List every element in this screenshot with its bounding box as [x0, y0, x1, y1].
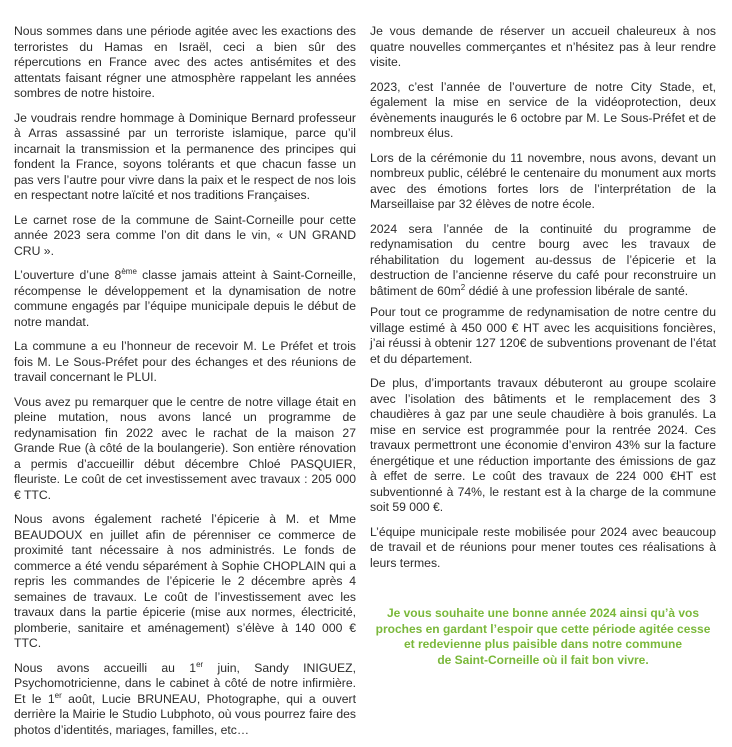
superscript: ème	[121, 266, 137, 276]
paragraph-prefect: La commune a eu l’honneur de recevoir M. Le Préfet et trois fois M. Le Sous-Préfet pour des échanges et des réunions de travail concernant le PLUI.	[14, 339, 356, 384]
paragraph-2024	[370, 222, 716, 300]
closing-line: et redevienne plus paisible dans notre commune	[403, 637, 683, 651]
text-segment: classe jamais atteint à Saint-Corneille, récompense le développement et la dynamisation de notre commune engagés par l’équipe municipale depuis le début de notre mandat.	[14, 268, 356, 329]
paragraph-welcome: Je vous demande de réserver un accueil chaleureux à nos quatre nouvelles commerçantes et n’hésitez pas à leur rendre visite.	[370, 24, 716, 69]
closing-line: proches en gardant l’espoir que cette période agitée cesse	[375, 621, 711, 636]
superscript: er	[196, 659, 204, 669]
paragraph-funding: Pour tout ce programme de redynamisation de notre centre du village estimé à 450 000 € HT avec les acquisitions foncières, j’ai réussi à obtenir 127 120€ de subventions provenant de l’état et du département.	[370, 305, 716, 366]
paragraph-city-stade: 2023, c’est l’année de l’ouverture de notre City Stade, et, également la mise en service de la vidéoprotection, deux évènements inaugurés le 6 octobre par M. Le Sous-Préfet et de nombreux élus.	[370, 79, 716, 140]
paragraph-births: Le carnet rose de la commune de Saint-Corneille pour cette année 2023 sera comme l’on dit dans le vin, « UN GRAND CRU ».	[14, 212, 356, 258]
paragraph-hamas: Nous sommes dans une période agitée avec les exactions des terroristes du Hamas en Israël, ceci a bien sûr des répercutions en France avec des actes antisémites et des attentats faisant régner une atmosphère rappelant les années sombres de notre histoire.	[14, 24, 356, 100]
closing-line: de Saint-Corneille où il fait bon vivre.	[437, 652, 649, 667]
superscript: 2	[460, 282, 466, 292]
paragraph-team: L’équipe municipale reste mobilisée pour 2024 avec beaucoup de travail et de réunions pour mener toutes ces réalisations à leurs termes.	[370, 524, 716, 570]
text-segment: dédié à une profession libérale de santé.	[465, 283, 689, 298]
text-segment: 2024 sera l’année de la continuité du programme de redynamisation du centre bourg avec les travaux de réhabilitation du logement au-dessus de l’épicerie et la destruction de l’ancienne réserve du café pour reconstruire un bâtiment de 60m	[370, 221, 716, 298]
paragraph-school-works: De plus, d’importants travaux débuteront au groupe scolaire avec l’isolation des bâtiments et le remplacement des 3 chaudières à gaz par une seule chaudière à bois granulés. La mise en service est programmée pour la rentrée 2024. Ces travaux permettront une économie d’environ 43% sur la facture énergétique et une réduction importante des émissions de gaz à effet de serre. Le coût des travaux de 224 000 €HT est subventionné à 74%, le restant est à la charge de la commune soit 59 000 €.	[370, 376, 716, 514]
paragraph-newcomers	[14, 661, 356, 739]
paragraph-grocery: Nous avons également racheté l’épicerie à M. et Mme BEAUDOUX en juillet afin de pérenniser ce commerce de proximité tant nécessaire à nos administrés. Le fonds de commerce a été vendu séparément à Sophie CHOPLAIN qui a repris les commandes de l’épicerie le 2 décembre après 4 semaines de travaux. Le coût de l’investissement avec les travaux dans la partie épicerie (mise aux normes, électricité, plomberie, sanitaire et aménagement) s’élève à 140 000 € TTC.	[14, 512, 356, 650]
text-segment: L’ouverture d’une 8	[14, 268, 122, 282]
text-segment: août, Lucie BRUNEAU, Photographe, qui a ouvert derrière la Mairie le Studio Lubphoto, où vous pourrez faire des photos d’identités, mariages, familles, etc…	[14, 691, 356, 737]
closing-wishes	[370, 606, 716, 668]
text-segment: Nous avons accueilli au 1	[14, 660, 197, 675]
paragraph-tribute: Je voudrais rendre hommage à Dominique Bernard professeur à Arras assassiné par un terroriste islamique, parce qu’il incarnait la transmission et la permanence des principes qui fondent la France, soyons tolérants et que chacun fasse un pas vers l’autre pour vivre dans la paix et le respect de nos lois en respectant notre laïcité et nos traditions Françaises.	[14, 110, 356, 202]
paragraph-new-class	[14, 268, 356, 330]
paragraph-village-center: Vous avez pu remarquer que le centre de notre village était en pleine mutation, nous avons lancé un programme de redynamisation fin 2022 avec le rachat de la maison 27 Grande Rue (à côté de la boulangerie). Son entière rénovation a permis d’accueillir début décembre Chloé PASQUIER, fleuriste. Le coût de cet investissement avec travaux : 205 000 € TTC.	[14, 394, 356, 502]
left-column	[14, 24, 356, 747]
right-column	[370, 24, 716, 580]
paragraph-ceremony: Lors de la cérémonie du 11 novembre, nous avons, devant un nombreux public, célébré le centenaire du monument aux morts avec des émotions fortes lors de l’interprétation de la Marseillaise par 32 élèves de notre école.	[370, 150, 716, 211]
closing-line: Je vous souhaite une bonne année 2024 ainsi qu’à vos	[386, 606, 700, 620]
text-segment: juin, Sandy INIGUEZ, Psychomotricienne, dans le cabinet à côté de notre infirmière. Et le 1	[14, 660, 356, 706]
superscript: er	[54, 690, 62, 700]
